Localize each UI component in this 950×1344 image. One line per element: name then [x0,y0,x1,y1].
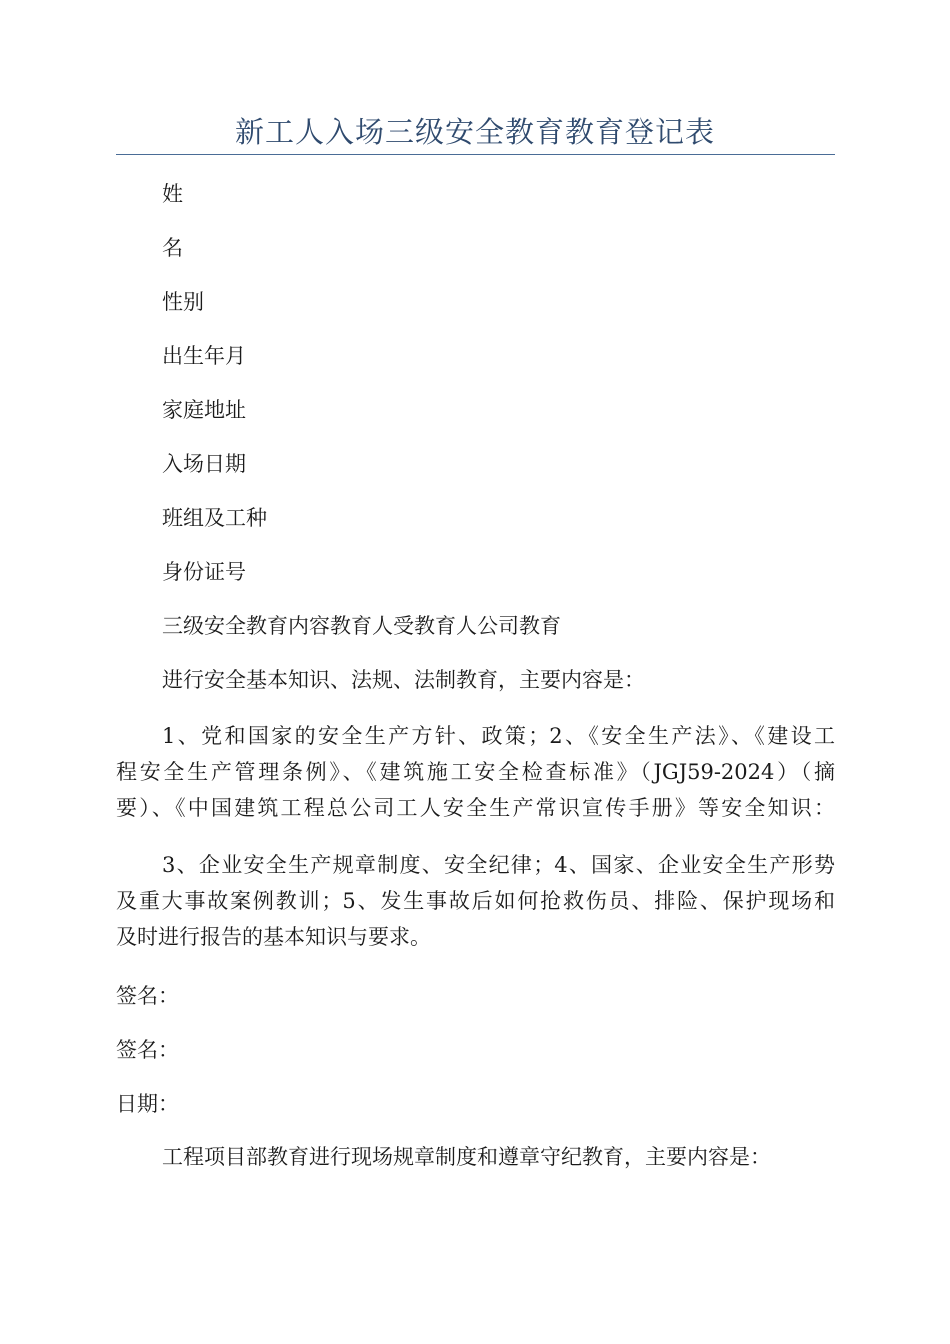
paragraph-line: 程安全生产管理条例》、《建筑施工安全检查标准》（JGJ59-2024）（摘 [116,760,835,784]
field-label-gender: 性别 [162,290,204,314]
company-education-paragraph-1 [116,718,835,826]
company-education-intro: 进行安全基本知识、法规、法制教育，主要内容是： [162,668,645,692]
section-header-three-level-education: 三级安全教育内容教育人受教育人公司教育 [162,614,561,638]
trainee-signature-label: 签名： [116,1038,179,1062]
paragraph-line: 要）、《中国建筑工程总公司工人安全生产常识宣传手册》等安全知识： [116,796,835,820]
field-label-name: 名 [162,236,183,260]
title-underline [116,154,835,155]
paragraph-line: 3、企业安全生产规章制度、安全纪律；4、国家、企业安全生产形势 [162,853,835,877]
document-title: 新工人入场三级安全教育教育登记表 [234,115,715,149]
paragraph-line: 1、党和国家的安全生产方针、政策；2、《安全生产法》、《建设工 [162,724,835,748]
field-label-id-number: 身份证号 [162,560,246,584]
field-label-surname: 姓 [162,182,183,206]
field-label-entry-date: 入场日期 [162,452,246,476]
field-label-birth-date: 出生年月 [162,344,246,368]
educator-signature-label: 签名： [116,984,179,1008]
paragraph-line: 及时进行报告的基本知识与要求。 [116,925,431,949]
company-education-paragraph-2 [116,847,835,955]
project-education-intro: 工程项目部教育进行现场规章制度和遵章守纪教育，主要内容是： [162,1145,771,1169]
field-label-team-trade: 班组及工种 [162,506,267,530]
paragraph-line: 及重大事故案例教训；5、发生事故后如何抢救伤员、排险、保护现场和 [116,889,835,913]
field-label-home-address: 家庭地址 [162,398,246,422]
date-label: 日期： [116,1092,179,1116]
